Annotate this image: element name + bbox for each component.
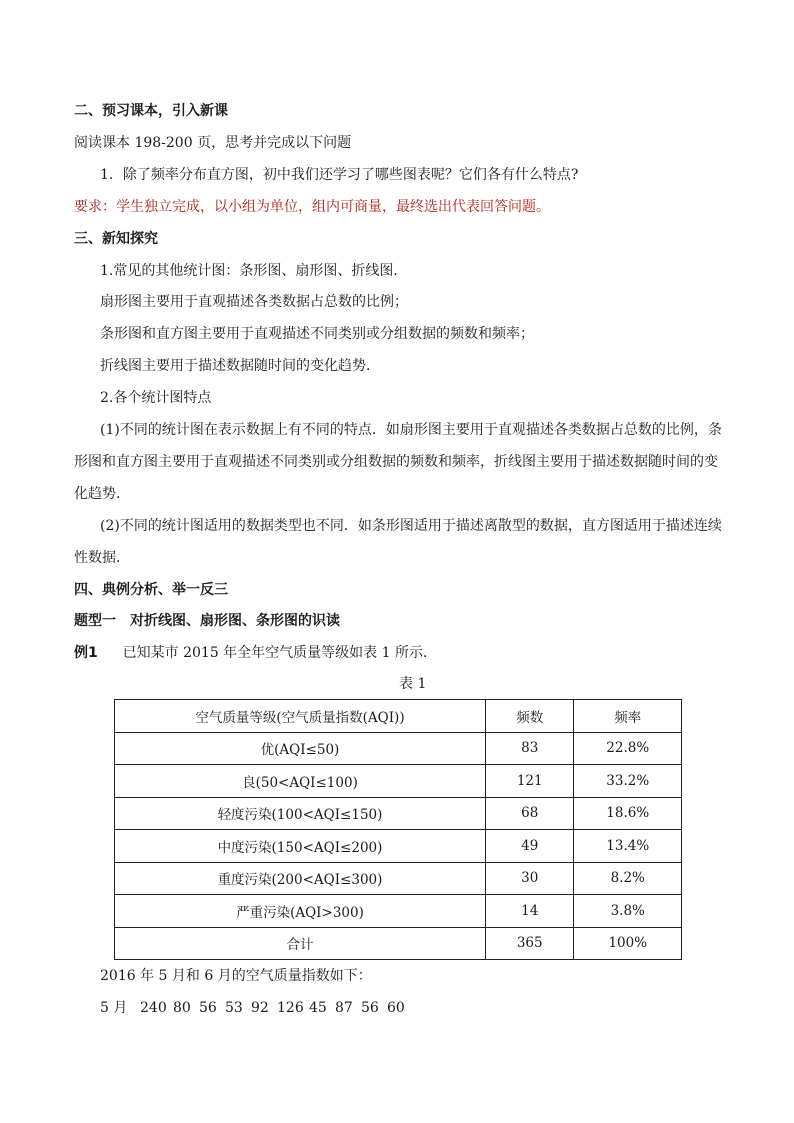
section2-intro: 阅读课本 198-200 页，思考并完成以下问题 xyxy=(74,135,352,151)
table-row xyxy=(115,732,682,765)
type1-heading: 题型一 对折线图、扇形图、条形图的识读 xyxy=(74,613,340,629)
row-level: 中度污染(150<AQI≤200) xyxy=(115,830,486,863)
table-row xyxy=(115,895,682,928)
may-value: 240 xyxy=(140,1000,167,1016)
row-count: 83 xyxy=(485,732,574,765)
table-row xyxy=(115,862,682,895)
may-value: 60 xyxy=(387,1000,405,1016)
row-count: 49 xyxy=(485,830,574,863)
row-rate: 22.8% xyxy=(574,732,682,765)
may-value: 87 xyxy=(335,1000,353,1016)
example-label: 例1 xyxy=(74,645,98,661)
may-value: 80 xyxy=(173,1000,191,1016)
section3-p5: 2.各个统计图特点 xyxy=(100,390,212,406)
may-value: 56 xyxy=(199,1000,217,1016)
row-level: 轻度污染(100<AQI≤150) xyxy=(115,797,486,830)
row-rate: 8.2% xyxy=(574,862,682,895)
table-row xyxy=(115,797,682,830)
table-row xyxy=(115,765,682,798)
section3-p4: 折线图主要用于描述数据随时间的变化趋势． xyxy=(100,358,380,374)
table-total-row xyxy=(115,927,682,960)
may-value: 126 xyxy=(277,1000,304,1016)
aqi-table xyxy=(114,699,682,960)
section2-question: 1．除了频率分布直方图，初中我们还学习了哪些图表呢？它们各有什么特点? xyxy=(100,167,579,183)
section3-p2: 扇形图主要用于直观描述各类数据占总数的比例； xyxy=(100,294,408,310)
section3-p6-line2: 形图和直方图主要用于直观描述不同类别或分组数据的频数和频率，折线图主要用于描述数据随时间的变 xyxy=(74,454,718,470)
row-rate: 100% xyxy=(574,927,682,960)
may-data-line xyxy=(100,998,413,1018)
row-rate: 3.8% xyxy=(574,895,682,928)
may-june-intro: 2016 年 5 月和 6 月的空气质量指数如下： xyxy=(100,968,372,984)
row-level: 良(50<AQI≤100) xyxy=(115,765,486,798)
section3-p6-line3: 化趋势． xyxy=(74,486,130,502)
header-frequency-count: 频数 xyxy=(485,700,574,733)
section4-heading: 四、典例分析、举一反三 xyxy=(74,582,228,598)
may-value: 45 xyxy=(309,1000,327,1016)
row-count: 30 xyxy=(485,862,574,895)
row-level: 严重污染(AQI>300) xyxy=(115,895,486,928)
row-level: 优(AQI≤50) xyxy=(115,732,486,765)
section3-p7-line2: 性数据． xyxy=(74,550,130,566)
section3-p6-line1: (1)不同的统计图在表示数据上有不同的特点．如扇形图主要用于直观描述各类数据占总数的比例，条 xyxy=(100,422,722,438)
section2-heading: 二、预习课本，引入新课 xyxy=(74,103,228,119)
row-count: 121 xyxy=(485,765,574,798)
section3-heading: 三、新知探究 xyxy=(74,231,158,247)
example-text: 已知某市 2015 年全年空气质量等级如表 1 所示． xyxy=(122,645,437,661)
example1 xyxy=(74,643,437,663)
may-label: 5 月 xyxy=(100,1000,128,1016)
row-count: 365 xyxy=(485,927,574,960)
table-row xyxy=(115,830,682,863)
section2-requirement: 要求：学生独立完成，以小组为单位，组内可商量，最终选出代表回答问题。 xyxy=(74,199,550,215)
may-value: 53 xyxy=(225,1000,243,1016)
section3-p3: 条形图和直方图主要用于直观描述不同类别或分组数据的频数和频率； xyxy=(100,326,534,342)
row-count: 14 xyxy=(485,895,574,928)
header-level: 空气质量等级(空气质量指数(AQI)) xyxy=(115,700,486,733)
header-frequency-rate: 频率 xyxy=(574,700,682,733)
row-level: 合计 xyxy=(115,927,486,960)
row-rate: 18.6% xyxy=(574,797,682,830)
row-count: 68 xyxy=(485,797,574,830)
section3-p7-line1: (2)不同的统计图适用的数据类型也不同．如条形图适用于描述离散型的数据，直方图适用于描述连续 xyxy=(100,518,722,534)
row-level: 重度污染(200<AQI≤300) xyxy=(115,862,486,895)
row-rate: 33.2% xyxy=(574,765,682,798)
may-value: 92 xyxy=(251,1000,269,1016)
table-caption: 表 1 xyxy=(399,676,427,692)
table-header-row xyxy=(115,700,682,733)
section3-p1: 1.常见的其他统计图：条形图、扇形图、折线图． xyxy=(100,263,408,279)
may-value: 56 xyxy=(361,1000,379,1016)
row-rate: 13.4% xyxy=(574,830,682,863)
